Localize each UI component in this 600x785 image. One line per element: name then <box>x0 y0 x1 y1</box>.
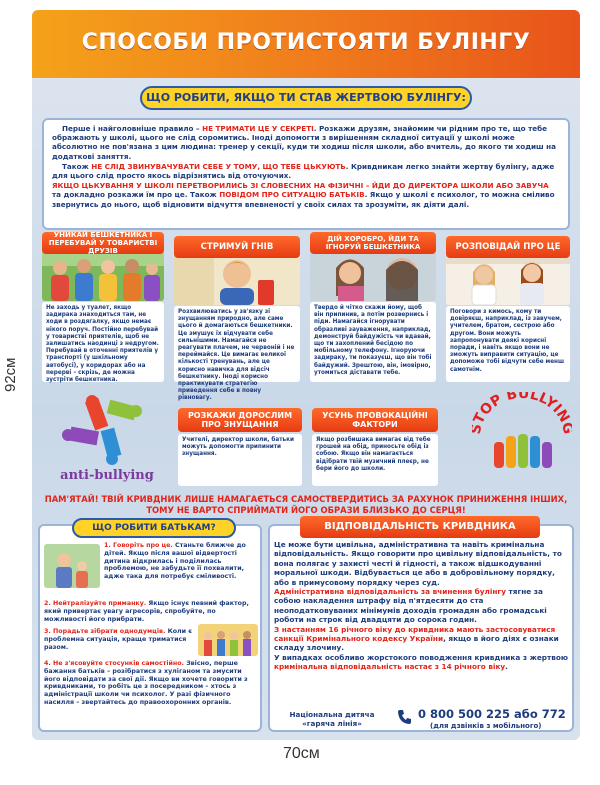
parents-item-2: 2. Нейтралізуйте приманку. Якщо існує певний фактор, який привертає увагу агресорів, спробуйте, по можливості його прибрати. <box>44 600 249 623</box>
card-tell-about-header: РОЗПОВІДАЙ ПРО ЦЕ <box>446 236 570 258</box>
intro-paragraph-2: Також НЕ СЛІД ЗВИНУВАЧУВАТИ СЕБЕ У ТОМУ, ЩО ТЕБЕ ЦЬКУЮТЬ. Кривдникам легко знайти жертву булінгу, адже для цього слід просто якось відрізнятись від оточуючих. <box>52 161 555 181</box>
card-remove-provocations-header: УСУНЬ ПРОВОКАЦІЙНІ ФАКТОРИ <box>312 408 438 432</box>
remember-message: ПАМ'ЯТАЙ! ТВІЙ КРИВДНИК ЛИШЕ НАМАГАЄТЬСЯ САМОСТВЕРДИТИСЬ ЗА РАХУНОК ПРИНИЖЕННЯ ІНШИХ, ТОМУ НЕ ВАРТО СПРИЙМАТИ ЙОГО ОБРАЗИ БЛИЗЬКО ДО СЕРЦЯ! <box>44 494 568 515</box>
height-dimension: 92см <box>2 357 19 393</box>
intro-paragraph-3: ЯКЩО ЦЬКУВАННЯ У ШКОЛІ ПЕРЕТВОРИЛИСЬ ЗІ СЛОВЕСНИХ НА ФІЗИЧНІ – ЙДИ ДО ДИРЕКТОРА ШКОЛИ АБО ЗАВУЧА та докладно розкажи їм про це. Також ПОВІДОМ ПРО СИТУАЦІЮ БАТЬКІВ. Якщо у школі є психолог, то можна сміливо звернутись до нього, щоб відновити відчуття впевненості у своїх силах та зрозуміти, як діяти далі. <box>52 181 555 209</box>
card-act-brave-text: Твердо й чітко скажи йому, щоб він припинив, а потім розвернись і піди. Намагайся ігнорувати образливі зауваження, наприклад, демонструй байдужість чи вдавай, що ти захоплений бесідою по мобільному телефону. Ігноруючи задираку, ти показуєш, що він тобі байдужий. Зрештою, він, імовірно, утомиться діставати тебе. <box>310 302 436 382</box>
parents-header: ЩО РОБИТИ БАТЬКАМ? <box>72 518 236 538</box>
phone-icon <box>396 708 414 726</box>
victim-subheading: ЩО РОБИТИ, ЯКЩО ТИ СТАВ ЖЕРТВОЮ БУЛІНГУ: <box>140 86 472 110</box>
responsibility-text <box>274 540 568 672</box>
card-remove-provocations-text: Якщо розбишака вимагає від тебе грошей на обід, приносьте обід із собою. Якщо він намагається відібрати твій музичний плеєр, не бери його до школи. <box>312 434 438 486</box>
hotline-note: (для дзвінків з мобільного) <box>430 722 542 730</box>
stop-bullying-text: TOP BULLYIN <box>472 392 572 427</box>
teacher-student-photo <box>446 250 570 305</box>
card-control-anger-header: СТРИМУЙ ГНІВ <box>174 236 300 258</box>
card-tell-about-text: Поговори з кимось, кому ти довіряєш, наприклад, із завучем, учителем, братом, сестрою або другом. Вони можуть запропонувати деякі корисні поради, і навіть якщо вони не зможуть виправити ситуацію, це допоможе тобі відчути себе менш самотнім. <box>446 306 570 382</box>
card-avoid-bully-text: Не заходь у туалет, якщо задирака знаходиться там, не ходи в роздягалку, якщо немає нікого поруч. Постійно перебувай у товаристві приятелів, щоб не залишатись наодинці з недругом. Перебувай в оточенні приятелів у транспорті (у шкільному автобусі), у коридорах або на перерві – скрізь, де можна зустріти бешкетника. <box>42 302 164 382</box>
parents-item-1: 1. Говоріть про це. Станьте ближче до дітей. Якщо після вашої відвертості дитина відкрилась і поділилась проблемою, не забудьте її похвалити, адже така для потребує сміливості. <box>104 542 246 581</box>
responsibility-p3: З настанням 16 річного віку до кривдника мають застосовуватися санкції Кримінального кодексу України, якщо в його діях є ознаки складу злочину. <box>274 624 559 653</box>
parents-item-3: 3. Порадьте зібрати однодумців. Коли є проблемна ситуація, краще триматися разом. <box>44 628 192 651</box>
hotline-phone[interactable]: 0 800 500 225 або 772 <box>418 707 566 721</box>
card-act-brave-header: ДІЙ ХОРОБРО, ЙДИ ТА ІГНОРУЙ БЕШКЕТНИКА <box>310 232 436 254</box>
anti-bullying-text: anti-bullying <box>60 468 154 483</box>
parent-child-photo <box>44 544 100 588</box>
group-friends-photo <box>198 624 258 656</box>
responsibility-header: ВІДПОВІДАЛЬНІСТЬ КРИВДНИКА <box>300 516 540 538</box>
title-banner <box>32 10 580 78</box>
intro-paragraph-1: Перше і найголовніше правило – НЕ ТРИМАТИ ЦЕ У СЕКРЕТІ. Розкажи друзям, знайомим чи рідним про те, що тебе ображають у школі, цього не слід соромитись. Іноді допомогти з вирішенням складної ситуації у школі може абсолютно не пов'язана з цим людина: тренер у секції, куди ти ходиш після школи, або вчитель, до якого ти ходиш на додаткові заняття. <box>52 124 556 161</box>
anti-bullying-logo <box>52 385 162 485</box>
width-dimension: 70см <box>283 745 320 762</box>
card-avoid-bully-header: УНИКАЙ БЕШКЕТНИКА І ПЕРЕБУВАЙ У ТОВАРИСТВІ ДРУЗІВ <box>42 232 164 254</box>
card-control-anger-text: Розхвилюватись у зв'язку зі знущанням природно, але саме цього й домагаються бешкетники. Це змушує їх відчувати себе сильнішими. Намагайся не реагувати плачем, не червоній і не переймайся. Це вимагає великої кількості тренувань, але це корисно навичка для відсіч бешкетнику. Іноді корисно практикувати стратегію приведення себе в повну рівновагу. <box>174 306 300 382</box>
card-tell-adults-text: Учителі, директор школи, батьки можуть допомогти припинити знущання. <box>178 434 302 486</box>
girl-photo <box>310 246 436 301</box>
poster-title: СПОСОБИ ПРОТИСТОЯТИ БУЛІНГУ <box>81 30 531 55</box>
responsibility-p1: Це може бути цивільна, адміністративна та навіть кримінальна відповідальність. Якщо говорити про цивільну відповідальність, то вона полягає у захисті честі й гідності, а також відшкодуванні моральної шкоди. Відбувається це або в добровільному порядку, або в примусовому порядку через суд. <box>274 540 562 587</box>
boy-photo <box>174 250 300 305</box>
responsibility-p4: У випадках особливо жорстокого поводження кривдника з жертвою кримінальна відповідальність настає з 14 річного віку. <box>274 652 568 672</box>
stop-bullying-logo <box>472 392 572 478</box>
card-tell-adults-header: РОЗКАЖИ ДОРОСЛИМ ПРО ЗНУЩАННЯ <box>178 408 302 432</box>
parents-item-4: 4. Не з'ясовуйте стосунків самостійно. Звісно, перше бажання батьків – розібратися з хуліганом та змусити його відповідати за свої дії. Якщо ви хочете говорити з кривдниками, то робіть це з посередником – хтось з адміністрації школи чи психолог. У разі фізичного насилля – звертайтесь до правоохоронних органів. <box>44 660 248 706</box>
responsibility-p2: Адміністративна відповідальність за вчинення булінгу тягне за собою накладення штрафу від п'ятдесяти до ста неоподатковуваних мінімумів доходів громадян або громадські роботи на строк від двадцяти до сорока годин. <box>274 587 547 625</box>
poster <box>32 10 580 740</box>
intro-text-block <box>42 118 570 230</box>
hotline-label: Національна дитяча «гаряча лінія» <box>289 710 375 728</box>
